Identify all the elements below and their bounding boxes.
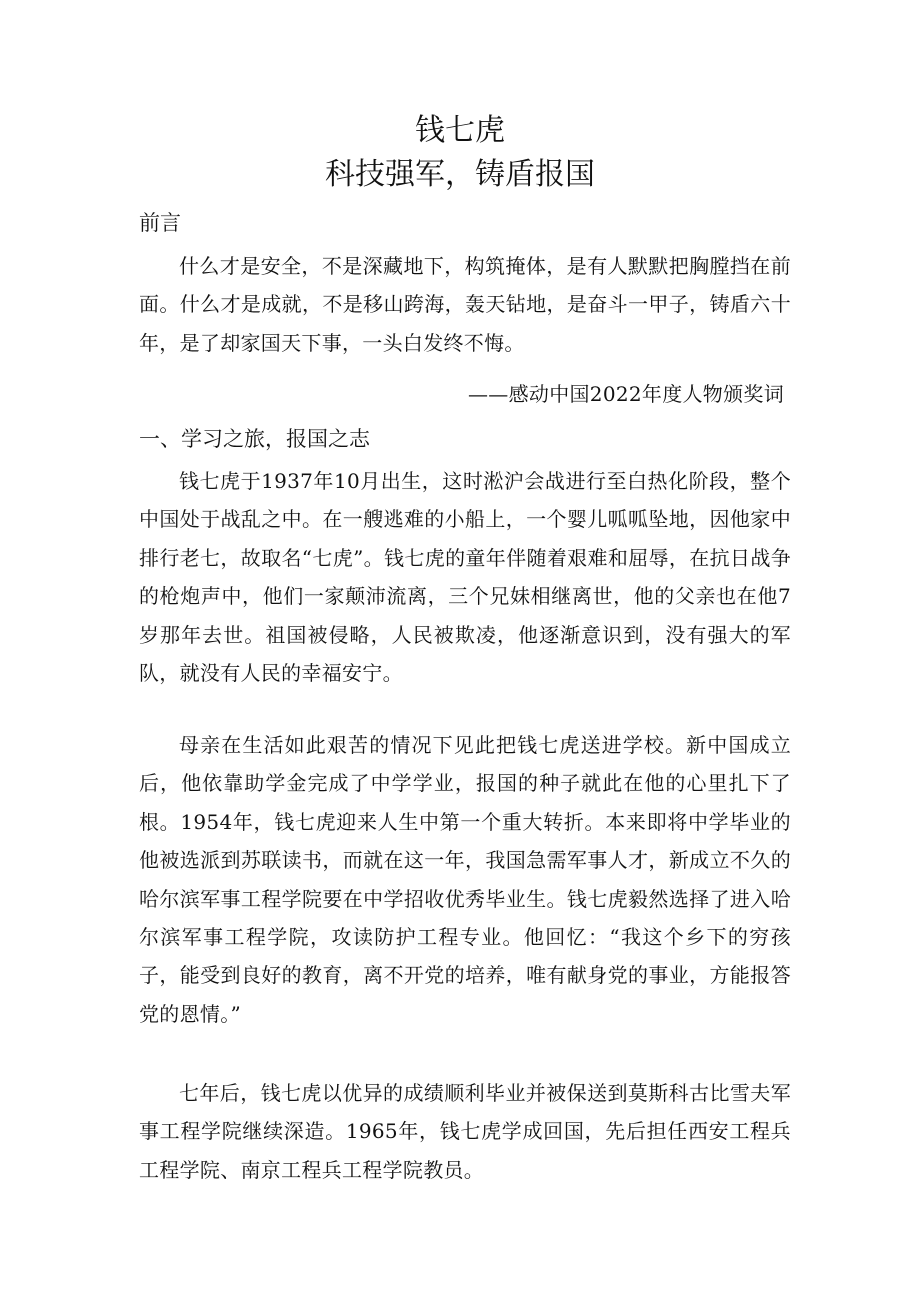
body-paragraph: 钱七虎于1937年10月出生，这时淞沪会战进行至白热化阶段，整个中国处于战乱之中。在一艘逃难的小船上，一个婴儿呱呱坠地，因他家中排行老七，故取名“七虎”。钱七虎的童年伴随着艰难和屈辱，在抗日战争的枪炮声中，他们一家颠沛流离，三个兄妹相继离世，他的父亲也在他7岁那年去世。祖国被侵略，人民被欺凌，他逐渐意识到，没有强大的军队，就没有人民的幸福安宁。 <box>139 469 791 686</box>
document-title: 钱七虎 <box>415 113 505 148</box>
preface-quote: 什么才是安全，不是深藏地下，构筑掩体，是有人默默把胸膛挡在前面。什么才是成就，不是移山跨海，轰天钻地，是奋斗一甲子，铸盾六十年，是了却家国天下事，一头白发终不悔。 <box>139 254 791 355</box>
preface-heading: 前言 <box>139 211 181 235</box>
document-subtitle: 科技强军，铸盾报国 <box>325 157 595 192</box>
section-heading: 一、学习之旅，报国之志 <box>139 427 370 451</box>
quote-attribution: ——感动中国2022年度人物颁奖词 <box>468 382 784 406</box>
body-paragraph: 七年后，钱七虎以优异的成绩顺利毕业并被保送到莫斯科古比雪夫军事工程学院继续深造。1965年，钱七虎学成回国，先后担任西安工程兵工程学院、南京工程兵工程学院教员。 <box>139 1081 791 1182</box>
body-paragraph: 母亲在生活如此艰苦的情况下见此把钱七虎送进学校。新中国成立后，他依靠助学金完成了中学学业，报国的种子就此在他的心里扎下了根。1954年，钱七虎迎来人生中第一个重大转折。本来即将中学毕业的他被选派到苏联读书，而就在这一年，我国急需军事人才，新成立不久的哈尔滨军事工程学院要在中学招收优秀毕业生。钱七虎毅然选择了进入哈尔滨军事工程学院，攻读防护工程专业。他回忆：“我这个乡下的穷孩子，能受到良好的教育，离不开党的培养，唯有献身党的事业，方能报答党的恩情。” <box>139 733 791 1026</box>
